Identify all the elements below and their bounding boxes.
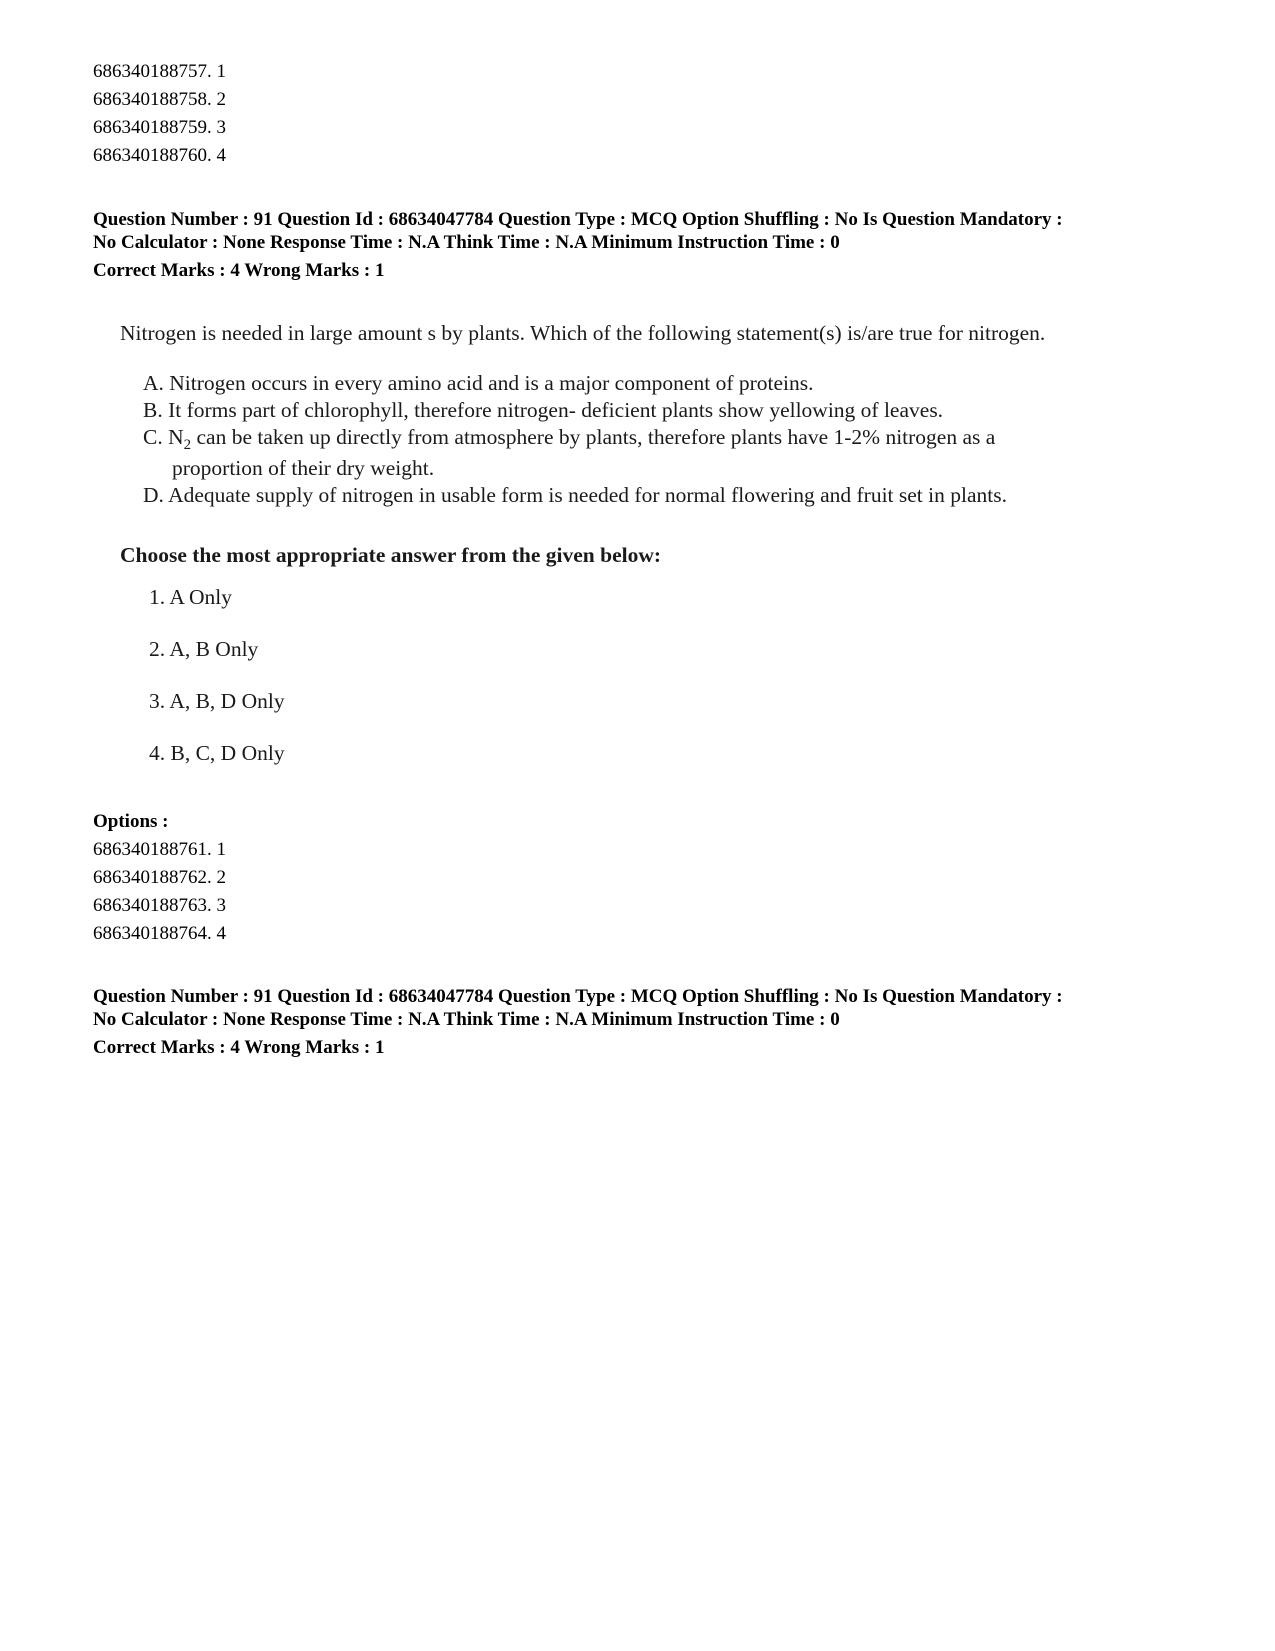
option-line: 686340188757. 1 [93, 61, 226, 82]
option-line: 686340188762. 2 [93, 867, 226, 888]
option-line: 686340188760. 4 [93, 145, 226, 166]
question-header-line2: No Calculator : None Response Time : N.A Think Time : N.A Minimum Instruction Time : 0 [93, 232, 840, 253]
answer-choice: 4. B, C, D Only [149, 741, 285, 765]
next-question-header-line1: Question Number : 91 Question Id : 68634047784 Question Type : MCQ Option Shuffling : No Is Question Mandatory : [93, 986, 1063, 1007]
statement-c-continuation: proportion of their dry weight. [172, 456, 435, 480]
next-question-header-line2: No Calculator : None Response Time : N.A Think Time : N.A Minimum Instruction Time : 0 [93, 1009, 840, 1030]
question-body [93, 305, 1193, 790]
statement-a: A. Nitrogen occurs in every amino acid and is a major component of proteins. [143, 371, 814, 395]
statement-c-prefix: C. N [143, 425, 184, 449]
statement-d: D. Adequate supply of nitrogen in usable form is needed for normal flowering and fruit set in plants. [143, 483, 1007, 507]
choose-instruction: Choose the most appropriate answer from the given below: [120, 543, 662, 567]
answer-choice: 2. A, B Only [149, 637, 259, 661]
option-line: 686340188759. 3 [93, 117, 226, 138]
option-line: 686340188758. 2 [93, 89, 226, 110]
option-line: 686340188763. 3 [93, 895, 226, 916]
question-header-line1: Question Number : 91 Question Id : 68634047784 Question Type : MCQ Option Shuffling : No Is Question Mandatory : [93, 209, 1063, 230]
statement-b: B. It forms part of chlorophyll, therefore nitrogen- deficient plants show yellowing of leaves. [143, 398, 944, 422]
answer-choice: 1. A Only [149, 585, 233, 609]
question-stem: Nitrogen is needed in large amount s by plants. Which of the following statement(s) is/are true for nitrogen. [120, 321, 1046, 345]
next-question-marks: Correct Marks : 4 Wrong Marks : 1 [93, 1037, 385, 1058]
statement-c-subscript: 2 [183, 437, 192, 453]
option-line: 686340188764. 4 [93, 923, 226, 944]
answer-choice: 3. A, B, D Only [149, 689, 285, 713]
statement-c-rest: can be taken up directly from atmosphere by plants, therefore plants have 1-2% nitrogen as a [191, 425, 996, 449]
options-label: Options : [93, 811, 169, 832]
option-line: 686340188761. 1 [93, 839, 226, 860]
question-marks: Correct Marks : 4 Wrong Marks : 1 [93, 260, 385, 281]
statement-c [143, 425, 996, 453]
